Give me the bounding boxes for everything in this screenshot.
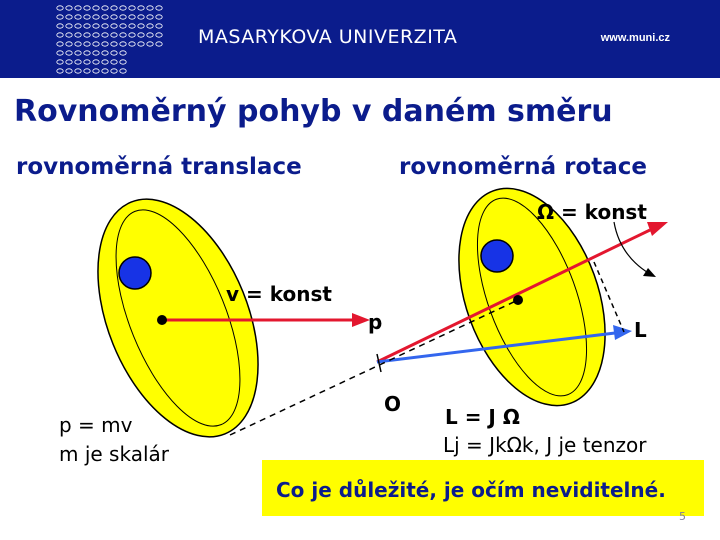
note-text: Co je důležité, je očím neviditelné. bbox=[276, 478, 666, 502]
university-name: MASARYKOVA UNIVERZITA bbox=[198, 26, 458, 48]
slide-title: Rovnoměrný pohyb v daném směru bbox=[14, 94, 613, 129]
momentum-note: m je skalár bbox=[59, 442, 169, 466]
velocity-label: v = konst bbox=[226, 282, 332, 306]
subtitle-translation: rovnoměrná translace bbox=[16, 154, 302, 180]
angular-tensor-note: Lj = JkΩk, J je tenzor bbox=[443, 433, 647, 457]
ball-icon bbox=[481, 240, 513, 272]
l-label: L bbox=[634, 318, 647, 342]
angular-formula: L = J Ω bbox=[445, 405, 520, 429]
origin-label: O bbox=[384, 392, 402, 416]
subtitle-rotation: rovnoměrná rotace bbox=[399, 154, 648, 180]
momentum-formula: p = mv bbox=[59, 413, 133, 437]
p-label: p bbox=[368, 310, 383, 334]
omega-label: Ω = konst bbox=[537, 200, 647, 224]
center-dot bbox=[157, 315, 167, 325]
university-url[interactable]: www.muni.cz bbox=[600, 32, 670, 44]
rotation-indicator bbox=[614, 222, 650, 274]
center-dot bbox=[513, 295, 523, 305]
ball-icon bbox=[119, 257, 151, 289]
page-number: 5 bbox=[679, 510, 686, 523]
